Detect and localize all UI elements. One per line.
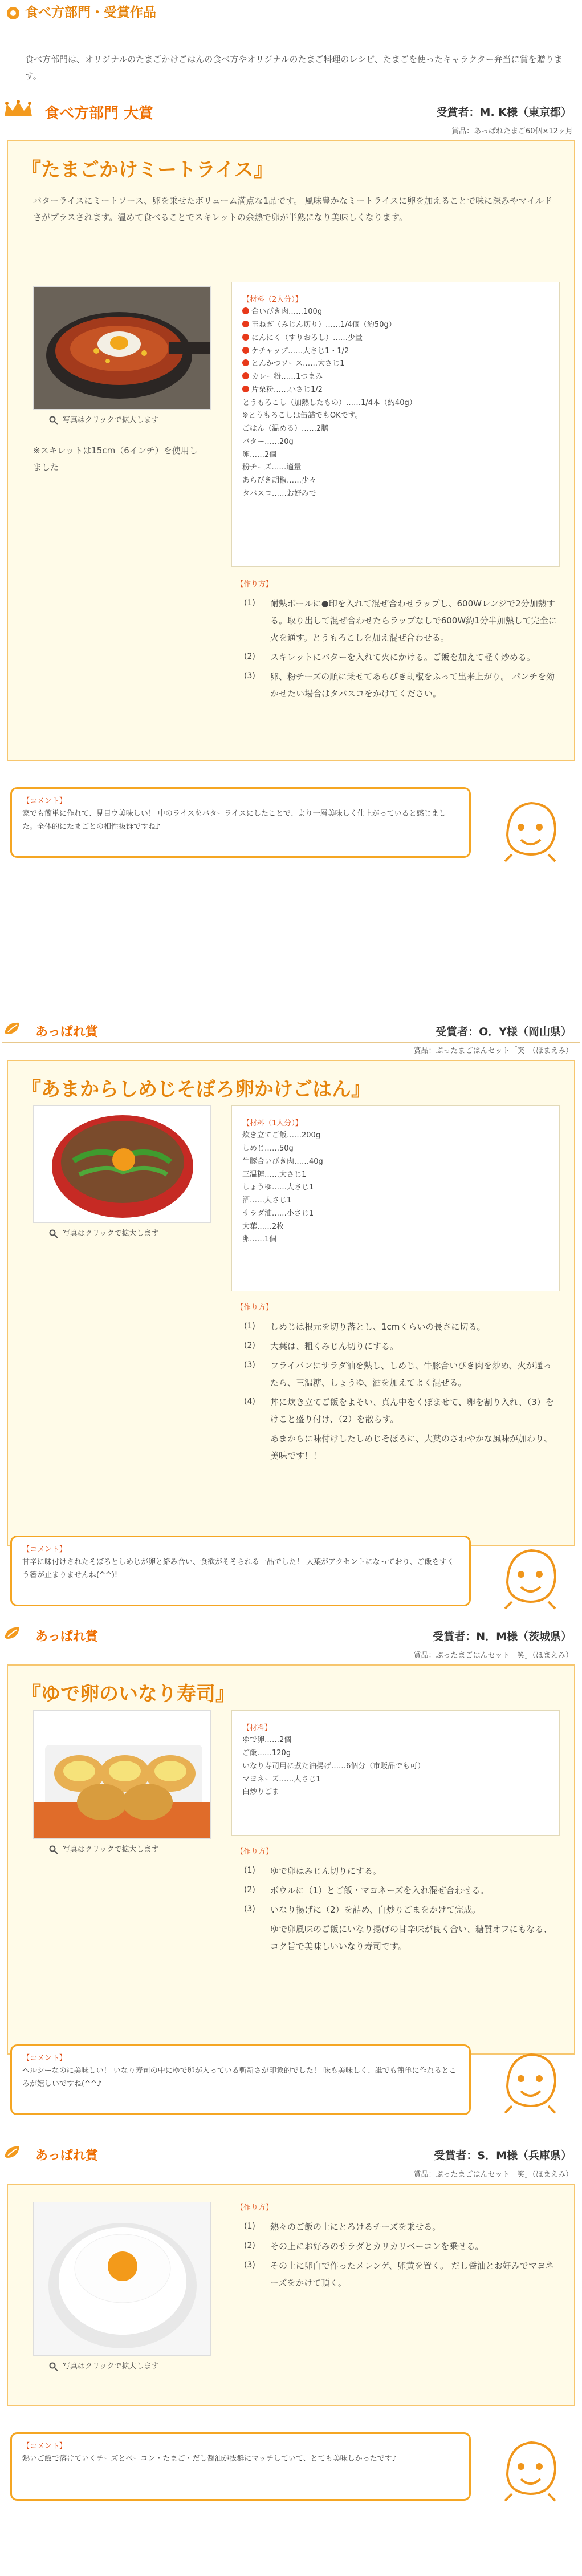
comment-heading: 【コメント】 <box>22 1545 67 1554</box>
magnifier-icon <box>49 2362 58 2371</box>
award-header <box>2 2141 580 2166</box>
zoom-caption-text: 写真はクリックで拡大します <box>63 1845 159 1854</box>
ingredient-item: 牛豚合いびき肉……40g <box>242 1157 323 1166</box>
comment-text: ヘルシーなのに美味しい！ いなり寿司の中にゆで卵が入っている斬新さが印象的でした！ 味も美味しく、誰でも簡単に作れるところが嬉しいですね(^^♪ <box>22 2066 457 2088</box>
ingredients-box <box>231 1710 560 1836</box>
step-number: (3) <box>244 2261 255 2270</box>
zoom-caption-text: 写真はクリックで拡大します <box>63 1229 159 1238</box>
step-number: (1) <box>244 1322 255 1331</box>
ingredient-item: ※とうもろこしは缶詰でもOKです。 <box>242 411 363 420</box>
ingredients-heading: 【材料】 <box>242 1724 272 1732</box>
step-number: (1) <box>244 2222 255 2231</box>
step-item <box>236 1430 560 1464</box>
award-label: 食べ方部門 大賞 <box>44 105 154 122</box>
ingredient-item: とうもろこし（加熱したもの）……1/4本（約40g） <box>242 398 417 407</box>
step-text: いなり揚げに（2）を詰め、白炒りごまをかけて完成。 <box>270 1905 481 1915</box>
recipe-title: 『あまからしめじそぼろ卵かけごはん』 <box>22 1078 371 1101</box>
recipe-photo[interactable] <box>33 1105 211 1223</box>
award-section-2 <box>2 904 580 1579</box>
steps-list <box>236 1318 560 1464</box>
steps-heading: 【作り方】 <box>236 1303 274 1312</box>
ingredient-item: しょうゆ……大さじ1 <box>242 1183 314 1192</box>
step-number: (2) <box>244 1341 255 1351</box>
winner-name: 受賞者：M. K様（東京都） <box>436 106 572 119</box>
step-number: (2) <box>244 2241 255 2251</box>
step-text: その上に卵白で作ったメレンゲ、卵黄を置く。 だし醤油とお好みでマヨネーズをかけて頂く。 <box>270 2261 554 2289</box>
ingredient-item: あらびき胡椒……少々 <box>242 476 317 485</box>
egg-mascot-icon <box>496 2047 563 2114</box>
step-text: その上にお好みのサラダとカリカリベーコンを乗せる。 <box>270 2241 484 2252</box>
awards-page <box>0 3 582 2576</box>
winner-name: 受賞者：O．Y様（岡山県） <box>436 1026 572 1038</box>
steps-heading: 【作り方】 <box>236 580 274 589</box>
step-text: しめじは根元を切り落とし、1cmくらいの長さに切る。 <box>270 1322 486 1332</box>
zoom-caption <box>49 2360 158 2372</box>
award-section-grand <box>2 98 580 904</box>
recipe-description: バターライスにミートソース、卵を乗せたボリューム満点な1品です。 風味豊かなミートライスに卵を加えることで味に深みやマイルドさがプラスされます。温めて食べることでスキレットの余熱で卵が半熟になり美味しくなります。 <box>33 196 552 223</box>
ingredient-item: 合いびき肉……100g <box>242 306 549 319</box>
recipe-title: 『たまごかけミートライス』 <box>22 159 273 181</box>
ingredient-item: バター……20g <box>242 437 294 446</box>
step-item <box>236 2238 560 2255</box>
step-item <box>236 1338 560 1355</box>
comment-heading: 【コメント】 <box>22 797 67 805</box>
recipe-box <box>7 140 575 761</box>
award-section-4 <box>2 2107 580 2568</box>
steps <box>236 578 560 704</box>
award-header <box>2 1622 580 1647</box>
prize-text: 賞品：ぷったまごはんセット「笑」（ほまえみ） <box>413 2170 573 2179</box>
step-text: ゆで卵はみじん切りにする。 <box>270 1866 382 1877</box>
ingredient-item: ごはん（温める）……2膳 <box>242 424 329 434</box>
award-header <box>2 98 580 123</box>
steps <box>236 1302 560 1467</box>
orange-bullet-icon <box>6 6 21 21</box>
prize-text: 賞品：ぷったまごはんセット「笑」（ほまえみ） <box>413 1047 573 1055</box>
page-title: 食べ方部門・受賞作品 <box>25 5 156 20</box>
ingredients-list <box>242 1129 549 1246</box>
step-text: ボウルに（1）とご飯・マヨネーズを入れ混ぜ合わせる。 <box>270 1885 489 1896</box>
ingredient-item: ご飯……120g <box>242 1749 291 1758</box>
step-item <box>236 595 560 646</box>
step-number: (2) <box>244 652 255 662</box>
award-section-3 <box>2 1485 580 2107</box>
step-text: スキレットにバターを入れて火にかける。ご飯を加えて軽く炒める。 <box>270 652 535 663</box>
ingredient-item: ゆで卵……2個 <box>242 1736 292 1745</box>
steps-list <box>236 2218 560 2291</box>
step-text: 丼に炊き立てご飯をよそい、真ん中をくぼませて、卵を割り入れ、（3）をけこと盛り付け、（2）を散らす。 <box>270 1397 554 1425</box>
step-item <box>236 2218 560 2235</box>
ingredients-heading: 【材料（2人分）】 <box>242 295 303 304</box>
steps-heading: 【作り方】 <box>236 2204 274 2212</box>
step-text: 耐熱ボールに●印を入れて混ぜ合わせラップし、600Wレンジで2分加熱する。取り出して混ぜ合わせたらラップなしで600W約1分半加熱して完全に火を通す。とうもろこしを加え混ぜ合わせる。 <box>270 598 557 643</box>
comment-text: 家でも簡単に作れて、見目ウ美味しい！ 中のライスをバターライスにしたことで、より一層美味しく仕上がっていると感じました。全体的にたまごとの相性抜群ですね♪ <box>22 809 446 831</box>
ingredients-heading: 【材料（1人分）】 <box>242 1119 303 1128</box>
award-header <box>2 1018 580 1043</box>
step-item <box>236 1318 560 1335</box>
recipe-note: ※スキレットは15cm（6インチ）を使用しました <box>33 445 198 472</box>
comment-heading: 【コメント】 <box>22 2054 67 2063</box>
recipe-photo[interactable] <box>33 1710 211 1839</box>
ingredient-item: マヨネーズ……大さじ1 <box>242 1775 321 1784</box>
step-item <box>236 668 560 702</box>
step-number: (1) <box>244 598 255 608</box>
step-text: 卵、粉チーズの順に乗せてあらびき胡椒をふって出来上がり。 パンチを効かせたい場合はタバスコをかけてください。 <box>270 671 555 699</box>
ingredient-item: 玉ねぎ（みじん切り）……1/4個（約50g） <box>242 319 549 332</box>
ingredient-item: 酒……大さじ1 <box>242 1196 292 1205</box>
magnifier-icon <box>49 1229 58 1238</box>
comment-box <box>10 2432 471 2501</box>
step-item <box>236 649 560 666</box>
ingredient-item: タバスコ……お好みで <box>242 489 316 498</box>
ingredient-item: 卵……2個 <box>242 450 277 459</box>
step-number: (4) <box>244 1397 255 1407</box>
comment-box <box>10 2044 471 2115</box>
ingredients-box <box>231 1105 560 1291</box>
ingredients-list <box>242 1734 549 1799</box>
recipe-photo[interactable] <box>33 2202 211 2356</box>
steps-heading: 【作り方】 <box>236 1848 274 1856</box>
ingredient-item: 白炒りごま <box>242 1788 280 1797</box>
step-item <box>236 1921 560 1955</box>
step-item <box>236 1357 560 1391</box>
award-label: あっぱれ賞 <box>35 1630 98 1644</box>
step-text: あまからに味付けしたしめじそぼろに、大葉のさわやかな風味が加わり、美味です！！ <box>270 1433 553 1461</box>
comment-box <box>10 787 471 858</box>
ingredient-item: しめじ……50g <box>242 1144 294 1153</box>
step-number: (1) <box>244 1866 255 1876</box>
step-item <box>236 1901 560 1918</box>
recipe-box <box>7 1060 575 1546</box>
step-number: (2) <box>244 1885 255 1895</box>
steps <box>236 2202 560 2294</box>
ingredient-item: 大葉……2枚 <box>242 1222 284 1231</box>
step-number: (3) <box>244 671 255 681</box>
recipe-photo[interactable] <box>33 286 211 410</box>
ingredient-item: 三温糖……大さじ1 <box>242 1170 307 1179</box>
page-header <box>2 3 580 24</box>
ingredient-item: 炊き立てご飯……200g <box>242 1131 321 1140</box>
step-number: (3) <box>244 1905 255 1914</box>
recipe-title: 『ゆで卵のいなり寿司』 <box>22 1683 235 1706</box>
steps-list <box>236 595 560 702</box>
magnifier-icon <box>49 416 58 425</box>
comment-text: 甘辛に味付けされたそぼろとしめじが卵と絡み合い、食欲がそそられる一品でした！ 大葉がアクセントになっており、ご飯をすくう箸が止まりませんね(^^)! <box>22 1557 454 1579</box>
ingredients-list <box>242 306 549 500</box>
step-text: 熱々のご飯の上にとろけるチーズを乗せる。 <box>270 2222 441 2233</box>
prize-text: 賞品：ぷったまごはんセット「笑」（ほまえみ） <box>413 1651 573 1660</box>
magnifier-icon <box>49 1845 58 1854</box>
step-item <box>236 1882 560 1899</box>
steps-list <box>236 1862 560 1955</box>
winner-name: 受賞者：S．M様（兵庫県） <box>434 2149 572 2162</box>
winner-name: 受賞者：N．M様（茨城県） <box>433 1630 572 1643</box>
page-intro: 食べ方部門は、オリジナルのたまごかけごはんの食べ方やオリジナルのたまご料理のレシピ、たまごを使ったキャラクター弁当に賞を贈ります。 <box>25 54 563 81</box>
zoom-caption <box>49 414 158 426</box>
step-item <box>236 2257 560 2291</box>
award-label: あっぱれ賞 <box>35 1025 98 1039</box>
ingredient-item: 粉チーズ……適量 <box>242 463 302 472</box>
ingredient-item: にんにく（すりおろし）……少量 <box>242 332 549 345</box>
steps <box>236 1846 560 1957</box>
recipe-box <box>7 2184 575 2406</box>
step-text: フライパンにサラダ油を熱し、しめじ、牛豚合いびき肉を炒め、火が通ったら、三温糖、しょうゆ、酒を加えてよく混ぜる。 <box>270 1360 552 1388</box>
ingredient-item: 卵……1個 <box>242 1235 277 1244</box>
zoom-caption-text: 写真はクリックで拡大します <box>63 2362 159 2371</box>
zoom-caption <box>49 1228 158 1240</box>
ingredient-item: ケチャップ……大さじ1・1/2 <box>242 345 549 358</box>
ingredient-item: カレー粉……1つまみ <box>242 371 549 384</box>
ingredients-box <box>231 282 560 567</box>
comment-heading: 【コメント】 <box>22 2442 67 2451</box>
comment-text: 熱いご飯で溶けていくチーズとベーコン・たまご・だし醤油が抜群にマッチしていて、とても美味しかったです♪ <box>22 2454 397 2463</box>
ingredient-item: とんかつソース……大さじ1 <box>242 358 549 371</box>
step-item <box>236 1394 560 1428</box>
step-text: 大葉は、粗くみじん切りにする。 <box>270 1341 399 1352</box>
zoom-caption <box>49 1844 158 1856</box>
ingredient-item: 片栗粉……小さじ1/2 <box>242 384 549 397</box>
prize-text: 賞品：あっぱれたまご60個×12ヶ月 <box>451 127 573 136</box>
step-item <box>236 1862 560 1880</box>
ingredient-item: サラダ油……小さじ1 <box>242 1209 314 1218</box>
ingredient-item: いなり寿司用に煮た油揚げ……6個分（市販品でも可） <box>242 1761 425 1771</box>
zoom-caption-text: 写真はクリックで拡大します <box>63 416 159 424</box>
step-text: ゆで卵風味のご飯にいなり揚げの甘辛味が良く合い、糖質オフにもなる、コク旨で美味しいいなり寿司です。 <box>270 1924 552 1952</box>
egg-mascot-icon <box>496 795 563 862</box>
recipe-box <box>7 1664 575 2055</box>
egg-mascot-icon <box>496 2435 563 2502</box>
step-number: (3) <box>244 1360 255 1370</box>
award-label: あっぱれ賞 <box>35 2149 98 2163</box>
